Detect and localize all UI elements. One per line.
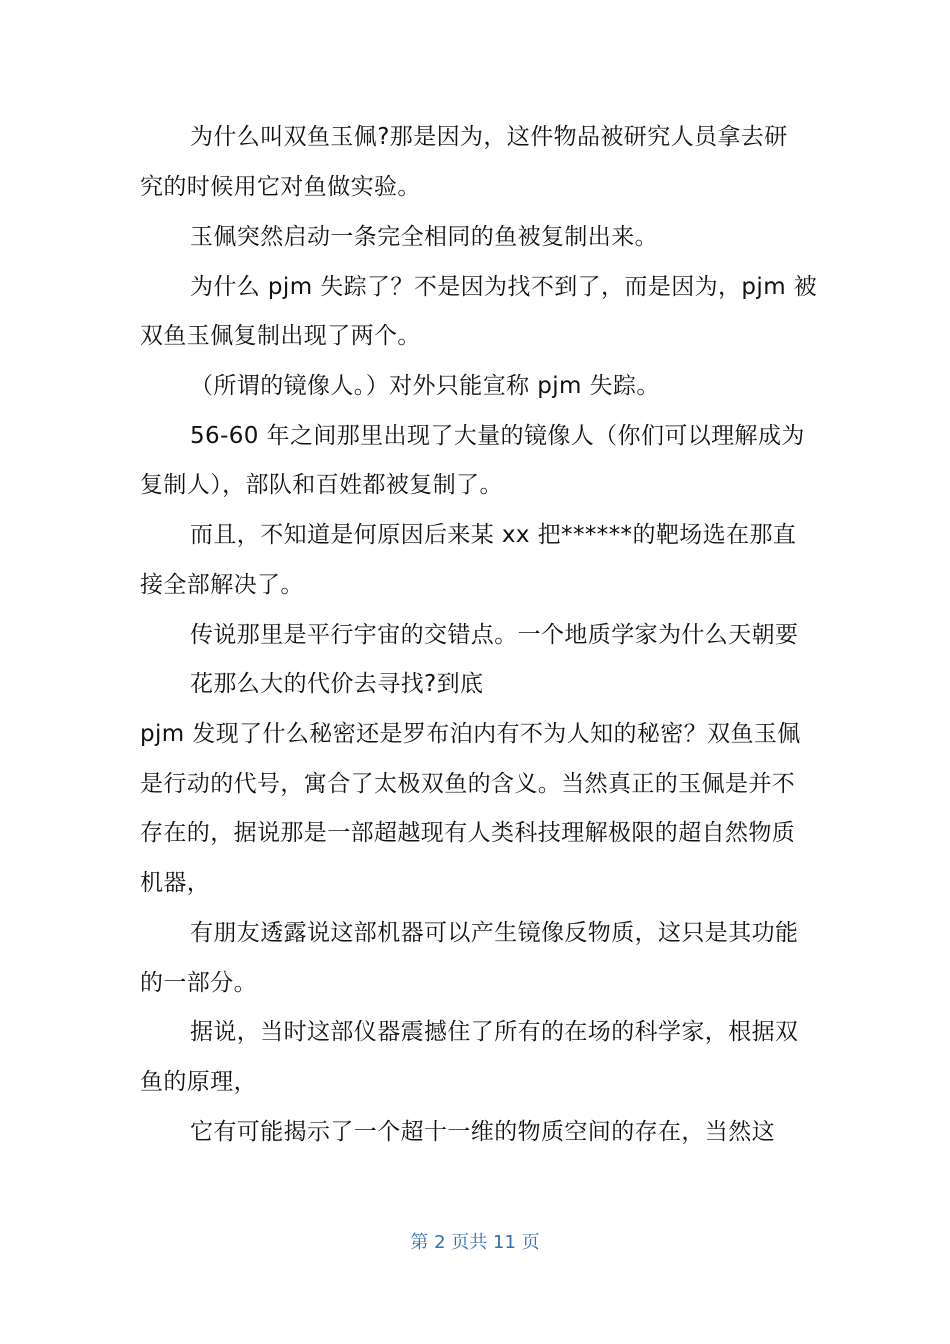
text-line: 的一部分。 — [140, 970, 257, 996]
text-line: 玉佩突然启动一条完全相同的鱼被复制出来。 — [190, 224, 658, 250]
text-line: 究的时候用它对鱼做实验。 — [140, 174, 421, 200]
text-line: 据说，当时这部仪器震撼住了所有的在场的科学家，根据双 — [190, 1019, 799, 1045]
text-line: 而且，不知道是何原因后来某 xx 把******的靶场选在那直 — [190, 522, 797, 548]
text-line: 鱼的原理， — [140, 1069, 257, 1095]
text-line: 是行动的代号，寓合了太极双鱼的含义。当然真正的玉佩是并不 — [140, 771, 796, 797]
text-line: 存在的，据说那是一部超越现有人类科技理解极限的超自然物质 — [140, 820, 796, 846]
page-number-footer: 第 2 页共 11 页 — [410, 1232, 540, 1253]
text-line: pjm 发现了什么秘密还是罗布泊内有不为人知的秘密？双鱼玉佩 — [140, 721, 801, 747]
text-line: 为什么叫双鱼玉佩?那是因为，这件物品被研究人员拿去研 — [190, 124, 788, 150]
text-line: 复制人），部队和百姓都被复制了。 — [140, 472, 503, 498]
text-line: 有朋友透露说这部机器可以产生镜像反物质，这只是其功能 — [190, 920, 799, 946]
text-line: 它有可能揭示了一个超十一维的物质空间的存在，当然这 — [190, 1119, 775, 1145]
text-line: 接全部解决了。 — [140, 572, 304, 598]
text-line: 花那么大的代价去寻找?到底 — [190, 671, 484, 697]
text-line: 机器， — [140, 870, 211, 896]
text-line: 传说那里是平行宇宙的交错点。一个地质学家为什么天朝要 — [190, 622, 799, 648]
text-line: 为什么 pjm 失踪了？不是因为找不到了，而是因为，pjm 被 — [190, 274, 818, 300]
text-line: （所谓的镜像人。）对外只能宣称 pjm 失踪。 — [190, 373, 660, 399]
text-line: 56-60 年之间那里出现了大量的镜像人（你们可以理解成为 — [190, 423, 805, 449]
text-line: 双鱼玉佩复制出现了两个。 — [140, 323, 421, 349]
